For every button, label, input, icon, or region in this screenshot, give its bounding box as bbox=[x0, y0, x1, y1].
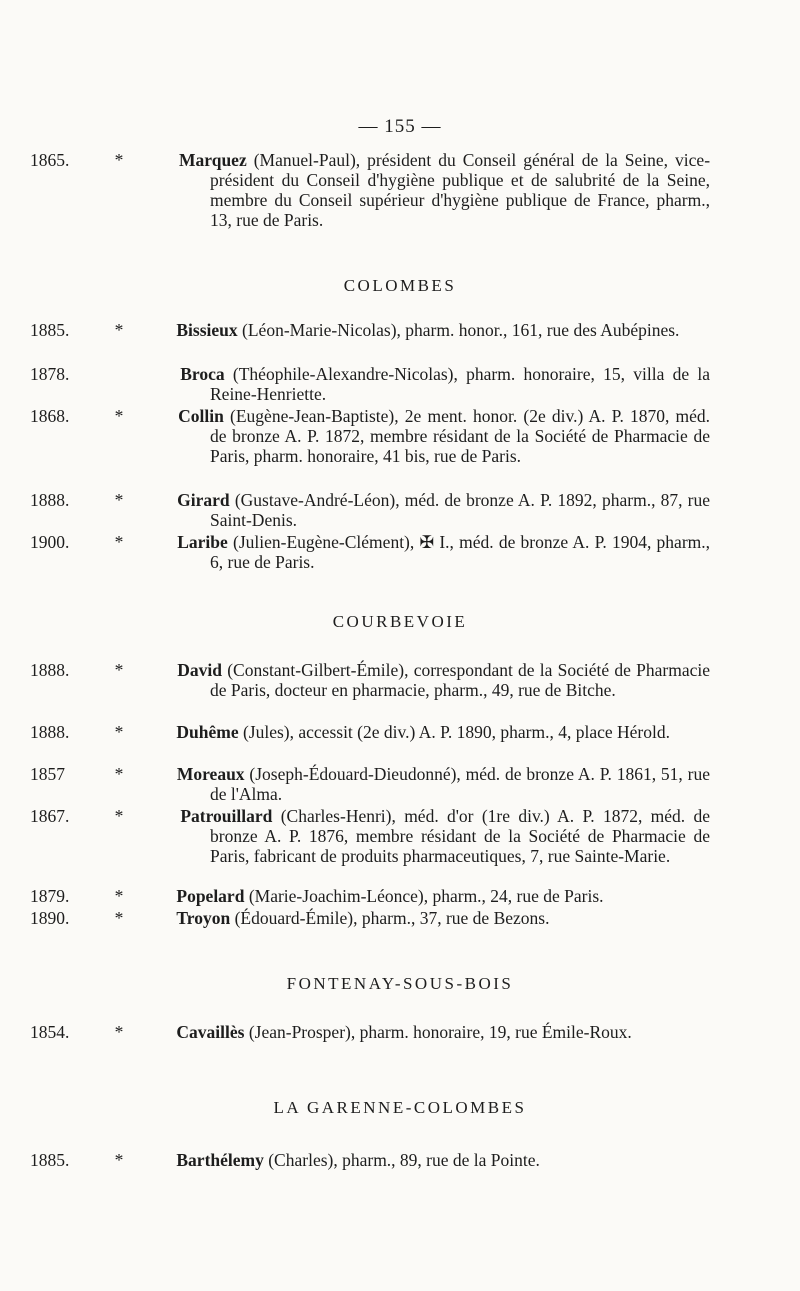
entry-details: (Charles-Henri), méd. d'or (1re div.) A. P. 1872, méd. de bronze A. P. 1876, membre résidant de la Société de Pharmacie de Paris, fabricant de produits pharmaceutiques, 7, rue Sainte-Marie. bbox=[210, 806, 711, 866]
entry-name: Barthélemy bbox=[176, 1150, 264, 1170]
entry-details: (Joseph-Édouard-Dieudonné), méd. de bronze A. P. 1861, 51, rue de l'Alma. bbox=[210, 764, 710, 804]
entry-name: Cavaillès bbox=[176, 1022, 245, 1042]
entry-year: 1854. bbox=[30, 1022, 70, 1042]
entry-year: 1900. bbox=[30, 532, 70, 552]
entry-name: David bbox=[177, 660, 222, 680]
entry-details: (Édouard-Émile), pharm., 37, rue de Bezons. bbox=[234, 908, 550, 928]
entry-name: Patrouillard bbox=[180, 806, 273, 826]
entry-star: * bbox=[114, 660, 124, 680]
entry-details: (Théophile-Alexandre-Nicolas), pharm. honoraire, 15, villa de la Reine-Henriette. bbox=[210, 364, 710, 404]
page-number: — 155 — bbox=[358, 116, 442, 137]
entry-duheme bbox=[30, 722, 710, 742]
entry-year: 1888. bbox=[30, 722, 70, 742]
entry-star: * bbox=[114, 490, 124, 510]
entry-marquez bbox=[30, 150, 711, 230]
entry-name: Collin bbox=[178, 406, 224, 426]
entry-name: Popelard bbox=[176, 886, 245, 906]
entry-year: 1888. bbox=[30, 490, 70, 510]
entry-star: * bbox=[114, 886, 124, 906]
entry-details: (Manuel-Paul), président du Conseil général de la Seine, vice-président du Conseil d'hygiène publique et de salubrité de la Seine, membre du Conseil supérieur d'hygiène publique de France, pharm., 13, rue de Paris. bbox=[210, 150, 711, 230]
entry-year: 1885. bbox=[30, 1150, 70, 1170]
entry-details: (Charles), pharm., 89, rue de la Pointe. bbox=[268, 1150, 540, 1170]
entry-star: * bbox=[114, 406, 124, 426]
entry-name: Duhême bbox=[176, 722, 239, 742]
entry-year: 1865. bbox=[30, 150, 70, 170]
entry-details: (Julien-Eugène-Clément), ✠ I., méd. de bronze A. P. 1904, pharm., 6, rue de Paris. bbox=[210, 532, 711, 572]
entry-name: Bissieux bbox=[176, 320, 238, 340]
entry-name: Broca bbox=[180, 364, 225, 384]
entry-year: 1879. bbox=[30, 886, 70, 906]
entry-year: 1878. bbox=[30, 364, 70, 384]
entry-year: 1868. bbox=[30, 406, 70, 426]
entry-david bbox=[30, 660, 711, 700]
entry-moreaux bbox=[30, 764, 710, 804]
entry-year: 1885. bbox=[30, 320, 70, 340]
entry-popelard bbox=[30, 886, 710, 906]
entry-troyon bbox=[30, 908, 710, 928]
section-title-fontenay-sous-bois: FONTENAY-SOUS-BOIS bbox=[286, 974, 514, 993]
section-title-colombes: COLOMBES bbox=[343, 276, 457, 295]
entry-details: (Léon-Marie-Nicolas), pharm. honor., 161, rue des Aubépines. bbox=[242, 320, 680, 340]
entry-details: (Jean-Prosper), pharm. honoraire, 19, rue Émile-Roux. bbox=[248, 1022, 632, 1042]
entry-cavailles bbox=[30, 1022, 710, 1042]
entry-name: Marquez bbox=[179, 150, 247, 170]
entry-year: 1890. bbox=[30, 908, 70, 928]
entry-star: * bbox=[114, 1022, 124, 1042]
entry-details: (Marie-Joachim-Léonce), pharm., 24, rue de Paris. bbox=[248, 886, 604, 906]
entry-patrouillard bbox=[30, 806, 711, 866]
entry-bissieux bbox=[30, 320, 710, 340]
entry-girard bbox=[30, 490, 710, 530]
entry-name: Laribe bbox=[177, 532, 228, 552]
entry-star: * bbox=[114, 1150, 124, 1170]
entry-star: * bbox=[114, 320, 124, 340]
entry-year: 1888. bbox=[30, 660, 70, 680]
entry-laribe bbox=[30, 532, 711, 572]
entry-barthelemy bbox=[30, 1150, 710, 1170]
section-title-la-garenne-colombes: LA GARENNE-COLOMBES bbox=[273, 1098, 527, 1117]
entry-details: (Eugène-Jean-Baptiste), 2e ment. honor. (2e div.) A. P. 1870, méd. de bronze A. P. 1872, membre résidant de la Société de Pharmacie de Paris, pharm. honoraire, 41 bis, rue de Paris. bbox=[210, 406, 710, 466]
entry-details: (Constant-Gilbert-Émile), correspondant de la Société de Pharmacie de Paris, docteur en pharmacie, pharm., 49, rue de Bitche. bbox=[210, 660, 711, 700]
entry-collin bbox=[30, 406, 710, 466]
entry-name: Troyon bbox=[176, 908, 231, 928]
section-title-courbevoie: COURBEVOIE bbox=[332, 612, 468, 631]
entry-year: 1857 bbox=[30, 764, 65, 784]
entry-name: Moreaux bbox=[176, 764, 245, 784]
entry-broca bbox=[30, 364, 710, 404]
entry-star: * bbox=[114, 532, 124, 552]
entry-star: * bbox=[114, 764, 124, 784]
entry-star: * bbox=[114, 150, 124, 170]
entry-star: * bbox=[114, 908, 124, 928]
entry-year: 1867. bbox=[30, 806, 70, 826]
entry-details: (Jules), accessit (2e div.) A. P. 1890, pharm., 4, place Hérold. bbox=[242, 722, 670, 742]
entry-star: * bbox=[114, 722, 124, 742]
entry-star: * bbox=[114, 806, 124, 826]
entry-name: Girard bbox=[177, 490, 230, 510]
entry-details: (Gustave-André-Léon), méd. de bronze A. P. 1892, pharm., 87, rue Saint-Denis. bbox=[210, 490, 710, 530]
